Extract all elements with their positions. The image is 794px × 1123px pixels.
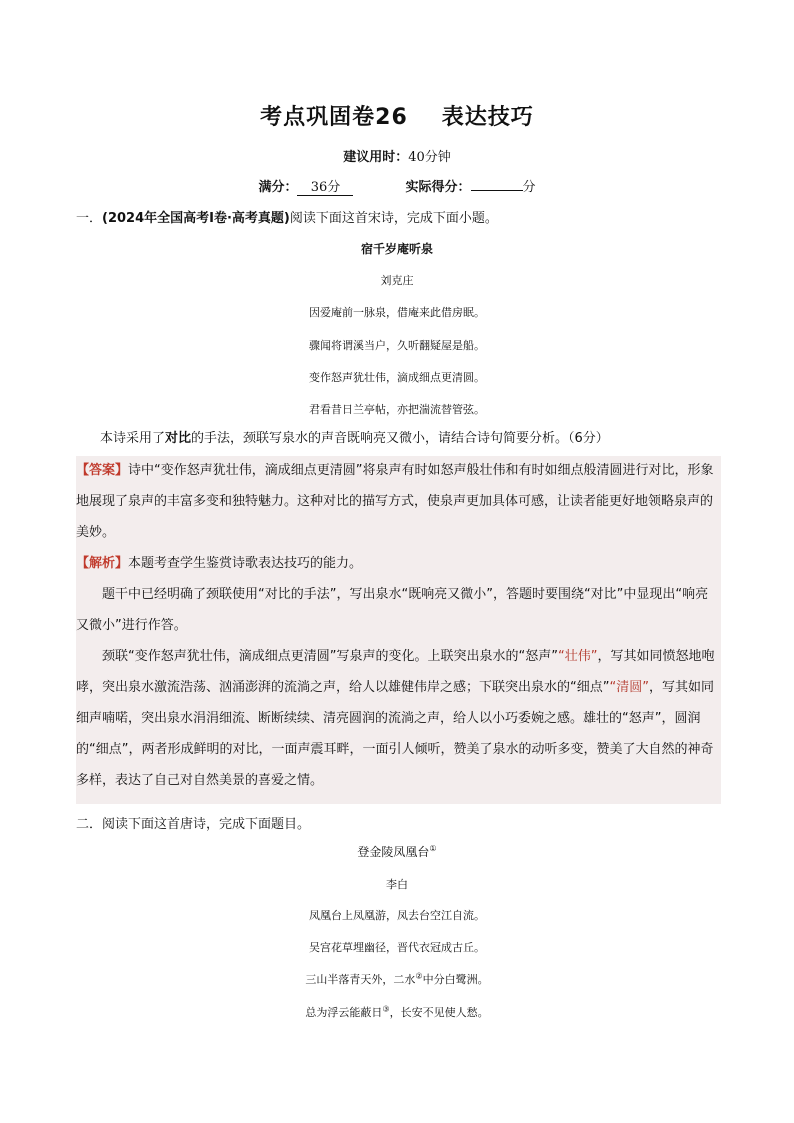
analysis-tag: 【解析】 xyxy=(76,556,129,571)
poem-1-title: 宿千岁庵听泉 xyxy=(360,242,433,256)
poem-2-title xyxy=(0,843,794,860)
analysis-paragraph xyxy=(76,548,721,579)
poem-1-line: 因爱庵前一脉泉，借庵来此借房眠。 xyxy=(309,306,485,319)
poem-2-line: 吴宫花草埋幽径，晋代衣冠成古丘。 xyxy=(309,941,485,954)
poem-2-line-4a: 总为浮云能蔽日 xyxy=(305,1006,383,1019)
q2-prefix: 二． xyxy=(76,817,103,832)
question-1-heading xyxy=(76,203,724,234)
poem-1-line: 君看昔日兰亭帖，亦把湍流替管弦。 xyxy=(309,403,485,416)
q1-question-bold: 对比 xyxy=(165,431,192,446)
poem-1-line: 变作怒声犹壮伟，滴成细点更清圆。 xyxy=(309,371,485,384)
poem-2-line-4b: ，长安不见使人愁。 xyxy=(389,1006,489,1019)
actual-score-unit: 分 xyxy=(522,180,536,195)
analysis-paragraph-2: 题干中已经明确了颈联使用“对比的手法”，写出泉水“既响亮又微小”，答题时要围绕“对比”中显现出“响亮又微小”进行作答。 xyxy=(76,587,709,633)
answer-tag: 【答案】 xyxy=(76,463,129,478)
analysis-3a: 颈联“变作怒声犹壮伟，滴成细点更清圆”写泉声的变化。上联突出泉水的“怒声” xyxy=(102,649,558,664)
actual-score-blank[interactable] xyxy=(471,190,523,191)
time-value: 40分钟 xyxy=(408,150,451,165)
answer-text: 诗中“变作怒声犹壮伟，滴成细点更清圆”将泉声有时如怒声般壮伟和有时如细点般清圆进行对比，形象地展现了泉声的丰富多变和独特魅力。这种对比的描写方式，使泉声更加具体可感，让读者能更好地领略泉声的美妙。 xyxy=(76,463,714,540)
footnote-marker: ③ xyxy=(382,1004,390,1014)
title-sub: 表达技巧 xyxy=(441,105,534,130)
answer-paragraph xyxy=(76,455,721,548)
suggested-time xyxy=(0,146,794,165)
poem-1-author: 刘克庄 xyxy=(380,274,414,287)
analysis-paragraph-3 xyxy=(76,641,721,796)
poem-2-line-3b: 中分白鹭洲。 xyxy=(422,973,489,986)
q1-instruction: 阅读下面这首宋诗，完成下面小题。 xyxy=(289,211,498,226)
score-line xyxy=(0,176,794,196)
analysis-3c: ，写其如同细声喃喏，突出泉水涓涓细流、断断续续、清亮圆润的流淌之声，给人以小巧委婉之感。雄壮的“怒声”，圆润的“细点”，两者形成鲜明的对比，一面声震耳畔，一面引人倾听，赞美了泉水的动听多变，赞美了大自然的神奇多样，表达了自己对自然美景的喜爱之情。 xyxy=(76,680,714,788)
question-2-heading xyxy=(76,809,724,840)
poem-2-title-text: 登金陵凤凰台 xyxy=(357,845,430,859)
poem-2-line xyxy=(0,971,794,987)
time-label: 建议用时： xyxy=(343,150,409,165)
q2-instruction: 阅读下面这首唐诗，完成下面题目。 xyxy=(102,817,311,832)
full-score-value: 36分 xyxy=(297,176,353,196)
full-score-label: 满分： xyxy=(258,180,298,195)
poem-1-line: 骤闻将谓溪当户，久听翻疑屋是船。 xyxy=(309,339,485,352)
title-main: 考点巩固卷26 xyxy=(260,105,408,130)
poem-2-author: 李白 xyxy=(386,878,408,891)
q1-question-post: 的手法，颈联写泉水的声音既响亮又微小，请结合诗句简要分析。（6分） xyxy=(191,431,609,446)
q1-question-pre: 本诗采用了 xyxy=(100,431,166,446)
page-title xyxy=(0,100,794,131)
analysis-text-1: 本题考查学生鉴赏诗歌表达技巧的能力。 xyxy=(128,556,363,571)
q1-source: (2024年全国高考Ⅰ卷·高考真题) xyxy=(102,211,290,226)
highlight-qingyuan: “清圆” xyxy=(609,680,649,695)
actual-score-label: 实际得分： xyxy=(405,180,471,195)
footnote-marker: ① xyxy=(429,844,437,853)
highlight-zhuangwei: “壮伟” xyxy=(557,649,598,664)
analysis-3b: ，写其如同愤怒地咆哮，突出泉水激流浩荡、汹涌澎湃的流淌之声，给人以雄健伟岸之感；下联突出泉水的“细点” xyxy=(76,649,715,695)
poem-2-line-3a: 三山半落青天外，二水 xyxy=(305,973,416,986)
answer-analysis-block xyxy=(76,455,721,796)
question-1-prompt xyxy=(100,429,609,449)
poem-2-line xyxy=(0,1004,794,1020)
footnote-marker: ② xyxy=(415,971,423,981)
q1-prefix: 一． xyxy=(76,211,103,226)
poem-2-line: 凤凰台上凤凰游，凤去台空江自流。 xyxy=(309,909,485,922)
